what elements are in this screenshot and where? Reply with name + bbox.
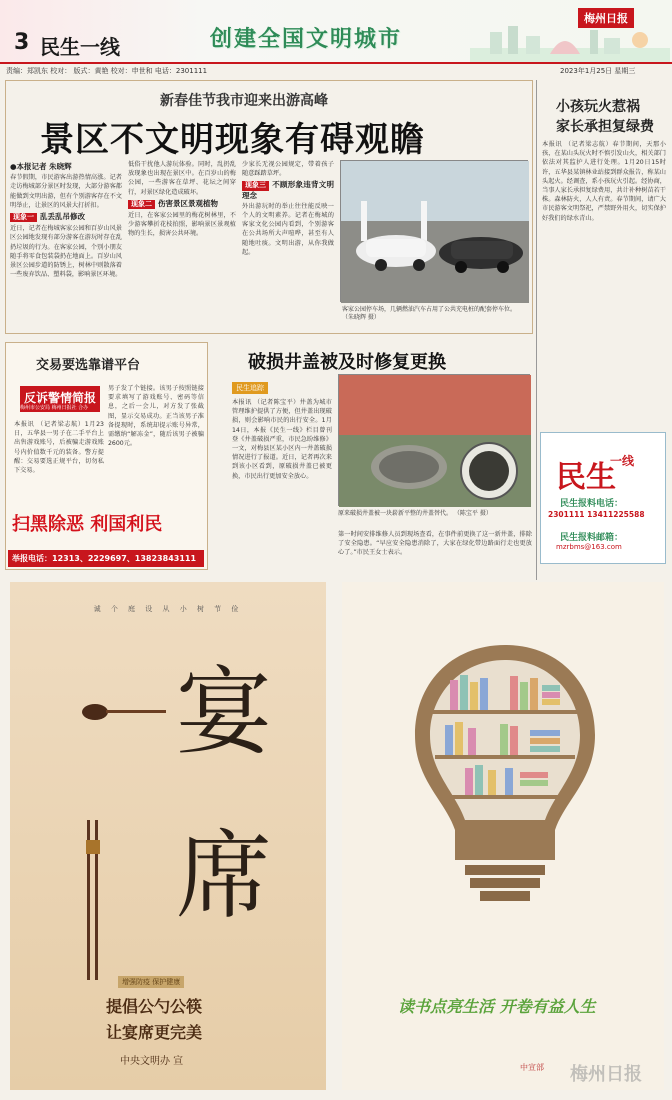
page-number: 3 <box>14 30 30 55</box>
main-story-col2b-text: 近日，在客家公园里的梅花树林里，不少游客攀折花枝拍照，影响景区景观植物的生长，损害公共环境。 <box>128 212 236 238</box>
complaint-logo-text: 反诉警情简报 <box>24 391 97 405</box>
sub2-text: 伤害景区景观植物 <box>158 198 218 208</box>
main-story-kicker: 新春佳节我市迎来出游高峰 <box>160 93 328 109</box>
hotline-box-title-suffix: 一线 <box>610 454 635 468</box>
issue-date: 2023年1月25日 星期三 <box>560 67 636 75</box>
sub2-label: 现象二 <box>128 200 155 209</box>
ad-banquet-char-1: 宴 <box>176 656 272 768</box>
ad-reading-slogan: 读书点亮生活 开卷有益人生 <box>398 997 596 1016</box>
right-story-text: 本报讯 （记者梁志航）春节期间，天那小孩，在某山头玩火时不慎引发山火，相关部门依法对其监护人进行处理。1月20日15时许，五华县某镇林业站接到群众报告，称某山头起火。经调查，系小孩玩火引起。经协商，当事人家长承担复绿费用，共计补种树苗若干株。森林防火，人人有责。春节期间，请广大市民游客文明祭祀，严禁野外用火，切实保护好我们的绿水青山。 <box>542 141 666 222</box>
main-story-col3-text: 少家长无视公园规定，带着孩子随意踩踏草坪。 <box>242 161 334 178</box>
ad-banquet-header: 诚 个 庭 设 从 小 树 节 俭 <box>93 605 243 613</box>
spoon-icon <box>80 700 170 724</box>
manhole-story-text-2: 第一时间安排维修人员到现场查看，在事件前更换了这一新井盖，排除了安全隐患。“早应安全隐患消除了，大家在绿化带边路面行走也更放心了。”市民王女士表示。 <box>338 531 532 557</box>
sub3-text: 不顾形象违背文明理念 <box>242 180 334 200</box>
manhole-story-title: 破损井盖被及时修复更换 <box>248 352 446 373</box>
sub1-label: 现象一 <box>10 213 37 222</box>
anti-crime-slogan: 扫黑除恶 利国利民 <box>12 514 163 535</box>
ad-banquet-line2: 让宴席更完美 <box>106 1023 203 1042</box>
manhole-photo-caption: 原来破损井盖被一块崭新平整的井盖替代。 （陈宝平 摄） <box>338 510 492 517</box>
sub3-label: 现象三 <box>242 181 269 190</box>
sub1-text: 乱丢乱吊修改 <box>40 212 85 222</box>
parking-photo-caption: 客家公园停车场，几辆燃油汽车占用了公共充电桩的配套停车位。 （朱晓辉 摄） <box>342 306 517 321</box>
editor-info: 责编：郑凯东 校对： 版式：黄艳 校对：申世和 电话：2301111 <box>6 67 208 75</box>
ad-banquet-line1: 提倡公勺公筷 <box>106 997 203 1016</box>
main-story-headline: 景区不文明现象有碍观瞻 <box>40 120 425 160</box>
hotline-label: 民生报料电话： <box>560 499 624 509</box>
ad-banquet-sign: 中央文明办 宣 <box>120 1056 184 1067</box>
ad-reading-sign: 中宣部 <box>520 1063 544 1072</box>
main-story-col3b-text: 外出游玩时的举止往往能反映一个人的文明素养。记者在梅城的客家文化公园内看到，个别游客在公共场所大声喧哗，甚至有人随地吐痰。文明出游，从你我做起。 <box>242 202 334 256</box>
column-divider <box>536 80 537 580</box>
parking-photo-illustration <box>341 161 529 303</box>
manhole-photo-illustration <box>339 375 531 507</box>
complaint-logo-sub: 梅州市公安局 梅州日报社 合办 <box>20 405 89 411</box>
main-story-col1-text: 春节假期，市民游客出游热情高涨。记者走访梅城部分景区时发现，大部分游客都能做到文明出游，但有个别游客存在不文明举止，让景区的风景大打折扣。 <box>10 174 122 209</box>
main-story-byline: ●本报记者 朱晓辉 <box>10 162 72 171</box>
manhole-photo <box>338 374 530 506</box>
masthead-divider <box>0 62 672 64</box>
main-story-col2 <box>128 160 236 330</box>
complaint-text-2: 男子发了个链接。该男子按照链接要求填写了游戏账号、密码等信息，之后一会儿，对方发了张截图，显示交易成功。正当该男子准备提现时，系统却提示账号异常，需缴纳“解冻金”，随后该男子被骗2600元。 <box>108 385 204 448</box>
main-story-col3 <box>242 160 334 330</box>
section-title: 民生一线 <box>40 35 120 59</box>
page-slogan: 创建全国文明城市 <box>210 27 403 52</box>
manhole-story-text: 本报讯 （记者陈宝平）井盖为城市管理维护提供了方便，但井盖出现破损，则会影响市民的出行安全。1月14日，本报《民生一线》栏目曾刊登《井盖破损严重，市民急盼维修》一文，对梅县区某小区内一井盖破损情况进行了报道。近日，记者再次来到该小区看到，原破损井盖已被更换，市民出行更加安全放心。 <box>232 399 332 480</box>
report-hotline-text: 举报电话：12313、2229697、13823843111 <box>12 554 197 563</box>
parking-photo <box>340 160 528 302</box>
complaint-box-title: 交易要选靠谱平台 <box>36 358 141 373</box>
main-story-col1b-text: 近日，记者在梅城客家公园和百岁山风景区公园地发现有部分游客在游玩时存在乱扔垃圾的行为。在客家公园，个别小朋友随手将零食包装袋扔在地面上。百岁山风景区公园步道的防锈上，树林中则散落着一些废弃饮品、塑料袋，影响景区环境。 <box>10 225 122 279</box>
manhole-story-tag: 民生追踪 <box>232 382 268 394</box>
right-story-title-line2: 家长承担复绿费 <box>556 119 654 135</box>
email-label: 民生报料邮箱： <box>560 533 624 543</box>
paper-watermark: 梅州日报 <box>570 1064 642 1085</box>
skyline-illustration <box>470 18 670 62</box>
ad-banquet-char-2: 席 <box>176 820 272 932</box>
main-story-col2-text: 低俗干扰他人游玩体验。同时，乱扔乱放现象也出现在景区中。在百岁山的梅公园，一些游客在草坪、花坛之间穿行，对景区绿化造成破坏。 <box>128 161 236 196</box>
chopsticks-icon <box>84 820 104 980</box>
main-story-col1 <box>10 160 122 330</box>
hotline-numbers: 2301111 13411225588 <box>548 510 645 519</box>
ad-banquet-tag: 增强防疫 保护健康 <box>118 976 184 988</box>
email-address: mzrbms@163.com <box>556 543 622 551</box>
right-story-title-line1: 小孩玩火惹祸 <box>556 99 640 115</box>
lightbulb-bookshelf-icon <box>410 640 600 950</box>
complaint-text: 本报讯 （记者梁志航）1月23日，五华县一男子在二手平台上出售游戏账号，后被骗走游戏账号内价值数千元的装备。警方提醒：交易要选正规平台，切勿私下交易。 <box>14 421 104 475</box>
paper-logo: 梅州日报 <box>578 8 634 28</box>
hotline-box-title: 民生 <box>556 460 616 495</box>
